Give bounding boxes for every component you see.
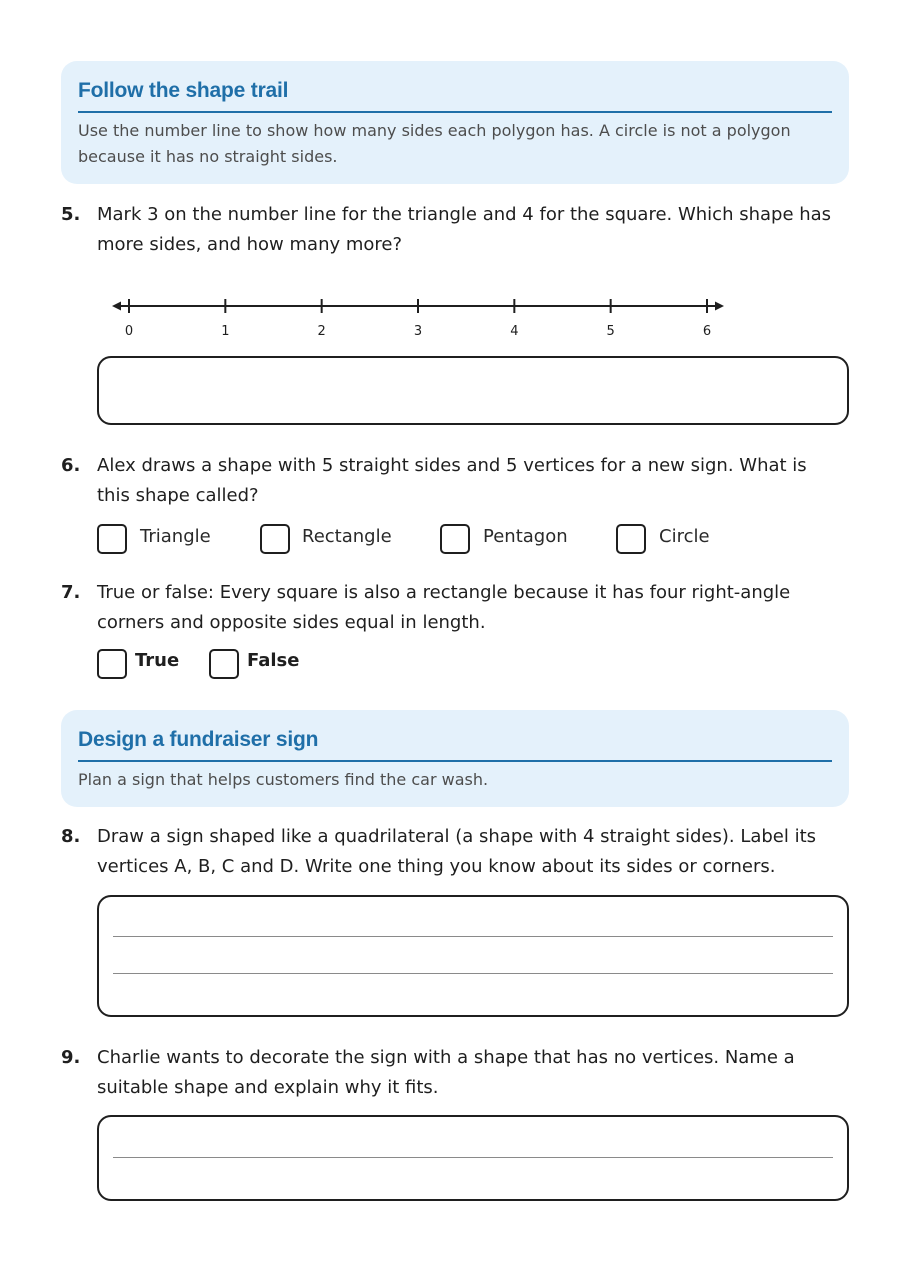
writing-line — [113, 936, 833, 937]
number-line-label: 2 — [317, 324, 326, 339]
section-divider — [78, 760, 832, 762]
checkbox[interactable] — [260, 524, 290, 554]
question-number: 7. — [61, 582, 81, 603]
checkbox[interactable] — [440, 524, 470, 554]
checkbox[interactable] — [97, 649, 127, 679]
section-divider — [78, 111, 832, 113]
answer-box[interactable] — [97, 1115, 849, 1201]
section-design-fundraiser-sign — [61, 710, 849, 807]
number-line-label: 6 — [702, 324, 712, 339]
number-line-label: 3 — [413, 324, 423, 339]
checkbox[interactable] — [97, 524, 127, 554]
question-number: 6. — [61, 455, 81, 476]
question-number: 5. — [61, 204, 81, 225]
section-title: Design a fundraiser sign — [78, 728, 319, 751]
number-line-label: 0 — [124, 324, 134, 339]
option-label: Rectangle — [302, 526, 392, 547]
question-number: 8. — [61, 826, 81, 847]
option-label: False — [247, 650, 300, 671]
number-line[interactable] — [0, 292, 909, 342]
option-false[interactable] — [209, 649, 309, 679]
checkbox[interactable] — [616, 524, 646, 554]
option-label: Triangle — [140, 526, 211, 547]
section-follow-shape-trail — [61, 61, 849, 184]
option-label: Pentagon — [483, 526, 568, 547]
number-line-label: 5 — [606, 324, 615, 339]
option-triangle[interactable] — [97, 524, 227, 554]
writing-line — [113, 973, 833, 974]
question-text: Charlie wants to decorate the sign with a shape that has no vertices. Name a suitable shape and explain why it fits. — [97, 1047, 795, 1098]
section-description: Use the number line to show how many sides each polygon has. A circle is not a polygon because it has no straight sides. — [78, 121, 791, 166]
option-label: True — [135, 650, 180, 671]
question-text: Draw a sign shaped like a quadrilateral (a shape with 4 straight sides). Label its vertices A, B, C and D. Write one thing you know about its sides or corners. — [97, 826, 817, 877]
question-text: True or false: Every square is also a rectangle because it has four right-angle corners and opposite sides equal in length. — [97, 582, 791, 633]
question-text: Mark 3 on the number line for the triangle and 4 for the square. Which shape has more sides, and how many more? — [97, 204, 832, 255]
checkbox[interactable] — [209, 649, 239, 679]
writing-line — [113, 1157, 833, 1158]
section-description: Plan a sign that helps customers find the car wash. — [78, 770, 489, 789]
answer-box[interactable] — [97, 356, 849, 425]
question-number: 9. — [61, 1047, 81, 1068]
left-arrow-icon — [112, 302, 121, 311]
right-arrow-icon — [715, 302, 724, 311]
section-title: Follow the shape trail — [78, 79, 289, 102]
option-circle[interactable] — [616, 524, 736, 554]
question-text: Alex draws a shape with 5 straight sides and 5 vertices for a new sign. What is this shape called? — [97, 455, 807, 506]
option-pentagon[interactable] — [440, 524, 590, 554]
option-true[interactable] — [97, 649, 187, 679]
number-line-label: 4 — [510, 324, 519, 339]
option-label: Circle — [659, 526, 710, 547]
number-line-label: 1 — [221, 324, 230, 339]
option-rectangle[interactable] — [260, 524, 410, 554]
answer-box[interactable] — [97, 895, 849, 1017]
